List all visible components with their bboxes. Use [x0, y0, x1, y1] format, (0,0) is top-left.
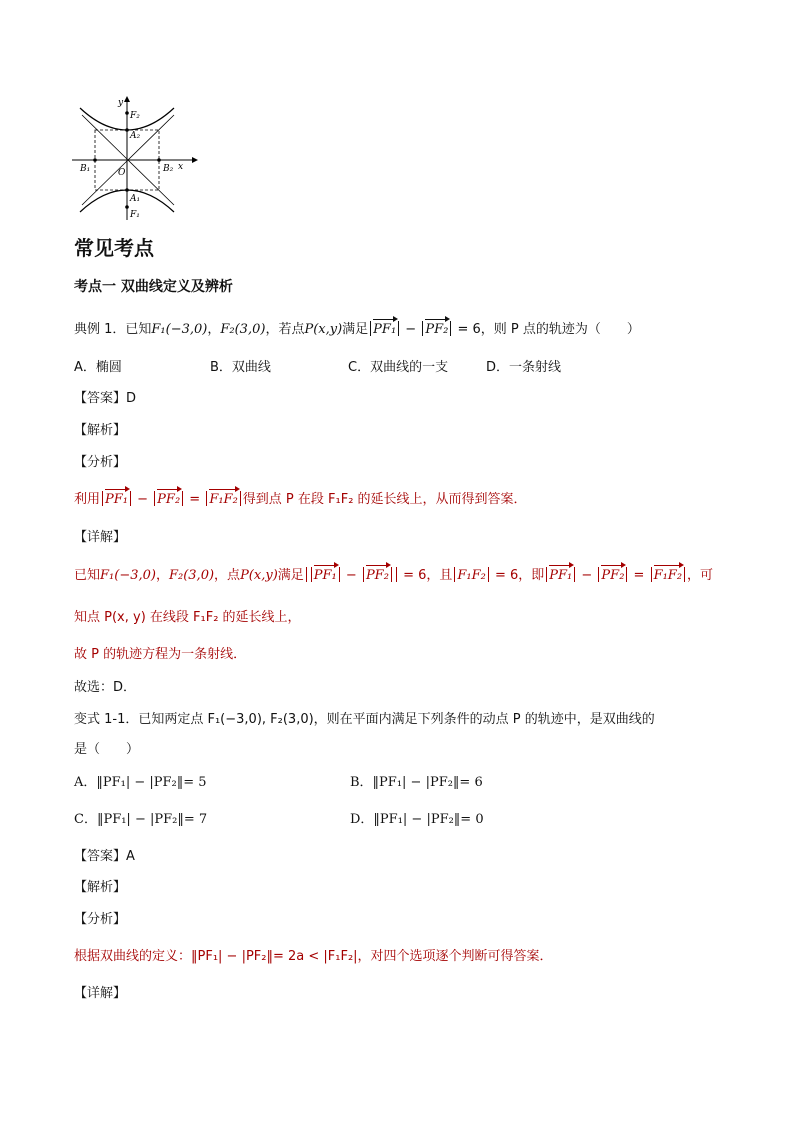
- ex1-fenxi-text: 利用 PF₁ − PF₂ = F₁F₂ 得到点 P 在段 F₁F₂ 的延长线上，从而得到答案．: [74, 492, 527, 507]
- var1-option-d: D．‖PF₁| − |PF₂‖= 0: [350, 812, 484, 827]
- ex1-option-c: C．双曲线的一支: [348, 360, 449, 375]
- label-x: x: [178, 162, 184, 172]
- var1-question-line2: 是（ ）: [74, 742, 140, 757]
- label-y: y: [118, 98, 124, 108]
- var1-fenxi-label: 【分析】: [74, 912, 127, 927]
- ex1-option-b: B．双曲线: [210, 360, 271, 375]
- var1-analysis-label: 【解析】: [74, 880, 127, 895]
- ex1-detail-line1: 已知F₁(−3,0)，F₂(3,0)，点P(x,y)满足 PF₁ − PF₂ = 6，且 F₁F₂ = 6，即 PF₁ − PF₂ = F₁F₂ ，可: [74, 568, 714, 583]
- topic-title: 考点一 双曲线定义及辨析: [74, 279, 233, 295]
- ex1-detail-line2: 知点 P(x, y) 在线段 F₁F₂ 的延长线上，: [74, 610, 301, 625]
- ex1-detail-label: 【详解】: [74, 530, 127, 545]
- ex1-option-a: A．椭圆: [74, 360, 122, 375]
- ex1-analysis-label: 【解析】: [74, 423, 127, 438]
- var1-question-line1: 变式 1-1．已知两定点 F₁(−3,0), F₂(3,0)，则在平面内满足下列条件的动点 P 的轨迹中，是双曲线的: [74, 712, 655, 727]
- label-f1: F₁: [130, 210, 140, 220]
- var1-option-a: A．‖PF₁| − |PF₂‖= 5: [74, 775, 207, 790]
- label-a1: A₁: [130, 194, 141, 204]
- hyperbola-figure: [70, 95, 200, 225]
- label-f2: F₂: [130, 111, 140, 121]
- ex1-detail-line3: 故 P 的轨迹方程为一条射线．: [74, 647, 247, 662]
- var1-option-b: B．‖PF₁| − |PF₂‖= 6: [350, 775, 483, 790]
- var1-answer: 【答案】A: [74, 849, 135, 864]
- label-a2: A₂: [130, 131, 141, 141]
- ex1-answer: 【答案】D: [74, 391, 137, 406]
- var1-option-c: C．‖PF₁| − |PF₂‖= 7: [74, 812, 208, 827]
- label-b1: B₁: [80, 164, 91, 174]
- var1-detail-label: 【详解】: [74, 986, 127, 1001]
- ex1-fenxi-label: 【分析】: [74, 455, 127, 470]
- label-o: O: [118, 168, 126, 178]
- ex1-option-d: D．一条射线: [486, 360, 562, 375]
- section-title: 常见考点: [74, 236, 154, 260]
- ex1-conclusion: 故选：D．: [74, 680, 137, 695]
- example1-question: 典例 1．已知F₁(−3,0)，F₂(3,0)，若点P(x,y)满足 PF₁ − PF₂ = 6，则 P 点的轨迹为（ ）: [74, 322, 640, 337]
- var1-fenxi-text: 根据双曲线的定义：‖PF₁| − |PF₂‖= 2a < |F₁F₂|，对四个选项逐个判断可得答案．: [74, 949, 553, 964]
- label-b2: B₂: [163, 164, 174, 174]
